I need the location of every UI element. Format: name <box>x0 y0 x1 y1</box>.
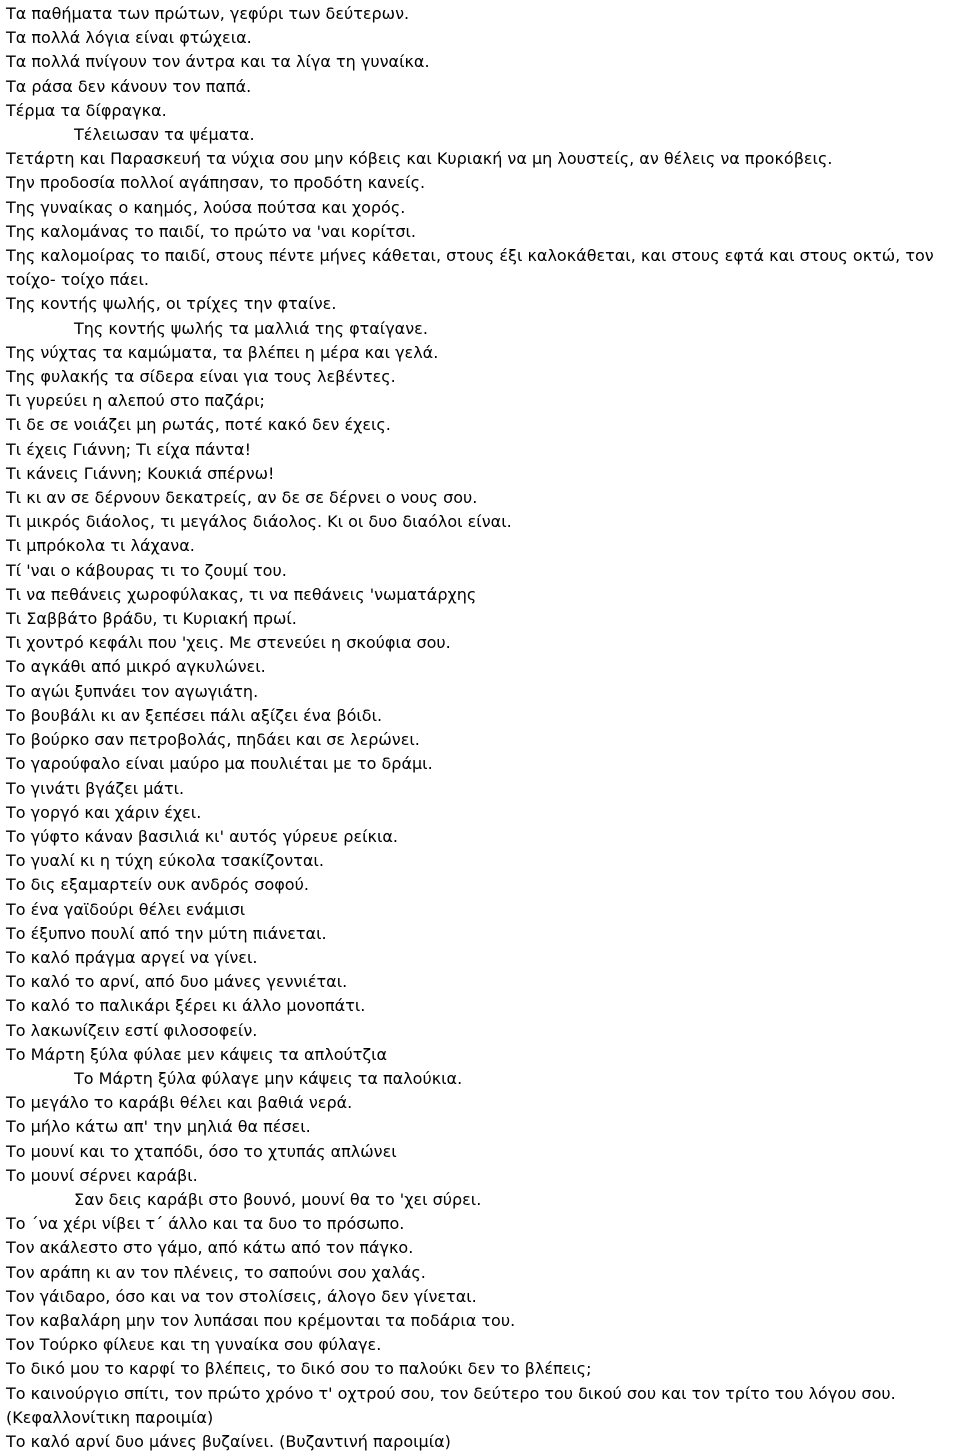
proverb-line: Τον καβαλάρη μην τον λυπάσαι που κρέμονται τα ποδάρια του. <box>6 1310 516 1330</box>
proverb-line: Το βουβάλι κι αν ξεπέσει πάλι αξίζει ένα βόιδι. <box>6 705 383 725</box>
proverb-line-indented: Το Μάρτη ξύλα φύλαγε μην κάψεις τα παλούκια. <box>74 1068 463 1088</box>
proverb-line: Το μουνί και το χταπόδι, όσο το χτυπάς απλώνει <box>6 1141 397 1161</box>
proverb-line: Τον γάιδαρο, όσο και να τον στολίσεις, άλογο δεν γίνεται. <box>6 1286 477 1306</box>
proverb-line: Τι έχεις Γιάννη; Τι είχα πάντα! <box>6 439 251 459</box>
proverb-line: Το λακωνίζειν εστί φιλοσοφείν. <box>6 1020 258 1040</box>
proverb-line: Το καλό πράγμα αργεί να γίνει. <box>6 947 258 967</box>
proverb-line: Της καλομάνας το παιδί, το πρώτο να 'ναι κορίτσι. <box>6 221 417 241</box>
proverb-line: Τι Σαββάτο βράδυ, τι Κυριακή πρωί. <box>6 609 297 629</box>
proverb-line: Το δις εξαμαρτείν ουκ ανδρός σοφού. <box>6 875 309 895</box>
proverb-line: Τέρμα τα δίφραγκα. <box>6 100 167 120</box>
proverb-line: Το Μάρτη ξύλα φύλαε μεν κάψεις τα απλούτζια <box>6 1044 388 1064</box>
proverb-line: Το μεγάλο το καράβι θέλει και βαθιά νερά. <box>6 1093 353 1113</box>
proverb-line: Τον Τούρκο φίλευε και τη γυναίκα σου φύλαγε. <box>6 1335 382 1355</box>
proverb-line: Το καινούργιο σπίτι, τον πρώτο χρόνο τ' οχτρού σου, τον δεύτερο του δικού σου και τον τρίτο του λόγου σου. (Κεφαλλονίτικη παροιμία) <box>6 1383 896 1427</box>
proverb-line: Τι μπρόκολα τι λάχανα. <box>6 536 195 556</box>
proverb-line: Το γαρούφαλο είναι μαύρο μα πουλιέται με το δράμι. <box>6 754 433 774</box>
proverb-line: Το γύφτο κάναν βασιλιά κι' αυτός γύρευε ρείκια. <box>6 826 398 846</box>
proverb-line-indented: Σαν δεις καράβι στο βουνό, μουνί θα το 'χει σύρει. <box>74 1189 482 1209</box>
proverb-line: Τον ακάλεστο στο γάμο, από κάτω από τον πάγκο. <box>6 1238 414 1258</box>
proverb-line: Τον αράπη κι αν τον πλένεις, το σαπούνι σου χαλάς. <box>6 1262 426 1282</box>
proverb-line: Τα παθήματα των πρώτων, γεφύρι των δεύτερων. <box>6 4 410 23</box>
proverb-line: Τι γυρεύει η αλεπού στο παζάρι; <box>6 391 265 411</box>
proverb-line: Της κοντής ψωλής, οι τρίχες την φταίνε. <box>6 294 337 314</box>
proverb-line-indented: Τέλειωσαν τα ψέματα. <box>74 125 255 145</box>
proverb-line: Την προδοσία πολλοί αγάπησαν, το προδότη κανείς. <box>6 173 426 193</box>
proverb-line: Το αγκάθι από μικρό αγκυλώνει. <box>6 657 266 677</box>
proverb-line: Το έξυπνο πουλί από την μύτη πιάνεται. <box>6 923 327 943</box>
proverb-line: Το γοργό και χάριν έχει. <box>6 802 202 822</box>
proverb-line: Τι χοντρό κεφάλι που 'χεις. Με στενεύει η σκούφια σου. <box>6 633 451 653</box>
proverb-line: Το ένα γαϊδούρι θέλει ενάμισι <box>6 899 246 919</box>
proverb-line: Το αγώι ξυπνάει τον αγωγιάτη. <box>6 681 259 701</box>
proverb-line: Της φυλακής τα σίδερα είναι για τους λεβέντες. <box>6 367 396 387</box>
proverb-line: Της γυναίκας ο καημός, λούσα πούτσα και χορός. <box>6 197 406 217</box>
proverbs-list <box>6 2 954 1454</box>
proverb-line: Τι κι αν σε δέρνουν δεκατρείς, αν δε σε δέρνει ο νους σου. <box>6 488 478 508</box>
proverb-line: Το βούρκο σαν πετροβολάς, πηδάει και σε λερώνει. <box>6 730 420 750</box>
proverb-line: Τί 'ναι ο κάβουρας τι το ζουμί του. <box>6 560 287 580</box>
proverb-line: Το δικό μου το καρφί το βλέπεις, το δικό σου το παλούκι δεν το βλέπεις; <box>6 1359 592 1379</box>
proverb-line-indented: Της κοντής ψωλής τα μαλλιά της φταίγανε. <box>74 318 428 338</box>
proverb-line: Το μουνί σέρνει καράβι. <box>6 1165 198 1185</box>
proverb-line: Της νύχτας τα καμώματα, τα βλέπει η μέρα και γελά. <box>6 342 439 362</box>
proverb-line: Τα ράσα δεν κάνουν τον παπά. <box>6 76 252 96</box>
proverb-line: Το γινάτι βγάζει μάτι. <box>6 778 185 798</box>
proverb-line: Τι δε σε νοιάζει μη ρωτάς, ποτέ κακό δεν έχεις. <box>6 415 391 435</box>
proverb-line: Το καλό το παλικάρι ξέρει κι άλλο μονοπάτι. <box>6 996 366 1016</box>
proverb-line: Το καλό αρνί δυο μάνες βυζαίνει. (Βυζαντινή παροιμία) <box>6 1431 451 1451</box>
proverb-line: Τι να πεθάνεις χωροφύλακας, τι να πεθάνεις 'νωματάρχης <box>6 584 477 604</box>
proverb-line: Το γυαλί κι η τύχη εύκολα τσακίζονται. <box>6 851 324 871</box>
proverb-line: Τα πολλά πνίγουν τον άντρα και τα λίγα τη γυναίκα. <box>6 52 430 72</box>
proverb-line: Το ΄να χέρι νίβει τ΄ άλλο και τα δυο το πρόσωπο. <box>6 1214 405 1234</box>
proverb-line: Της καλομοίρας το παιδί, στους πέντε μήνες κάθεται, στους έξι καλοκάθεται, και στους εφτά και στους οκτώ, τον τοίχο- τοίχο πάει. <box>6 246 934 290</box>
proverb-line: Τα πολλά λόγια είναι φτώχεια. <box>6 28 252 48</box>
proverb-line: Τετάρτη και Παρασκευή τα νύχια σου μην κόβεις και Κυριακή να μη λουστείς, αν θέλεις να προκόβεις. <box>6 149 833 169</box>
proverb-line: Τι κάνεις Γιάννη; Κουκιά σπέρνω! <box>6 463 275 483</box>
proverb-line: Τι μικρός διάολος, τι μεγάλος διάολος. Κι οι δυο διαόλοι είναι. <box>6 512 512 532</box>
proverb-line: Το καλό το αρνί, από δυο μάνες γεννιέται. <box>6 972 348 992</box>
proverb-line: Το μήλο κάτω απ' την μηλιά θα πέσει. <box>6 1117 311 1137</box>
